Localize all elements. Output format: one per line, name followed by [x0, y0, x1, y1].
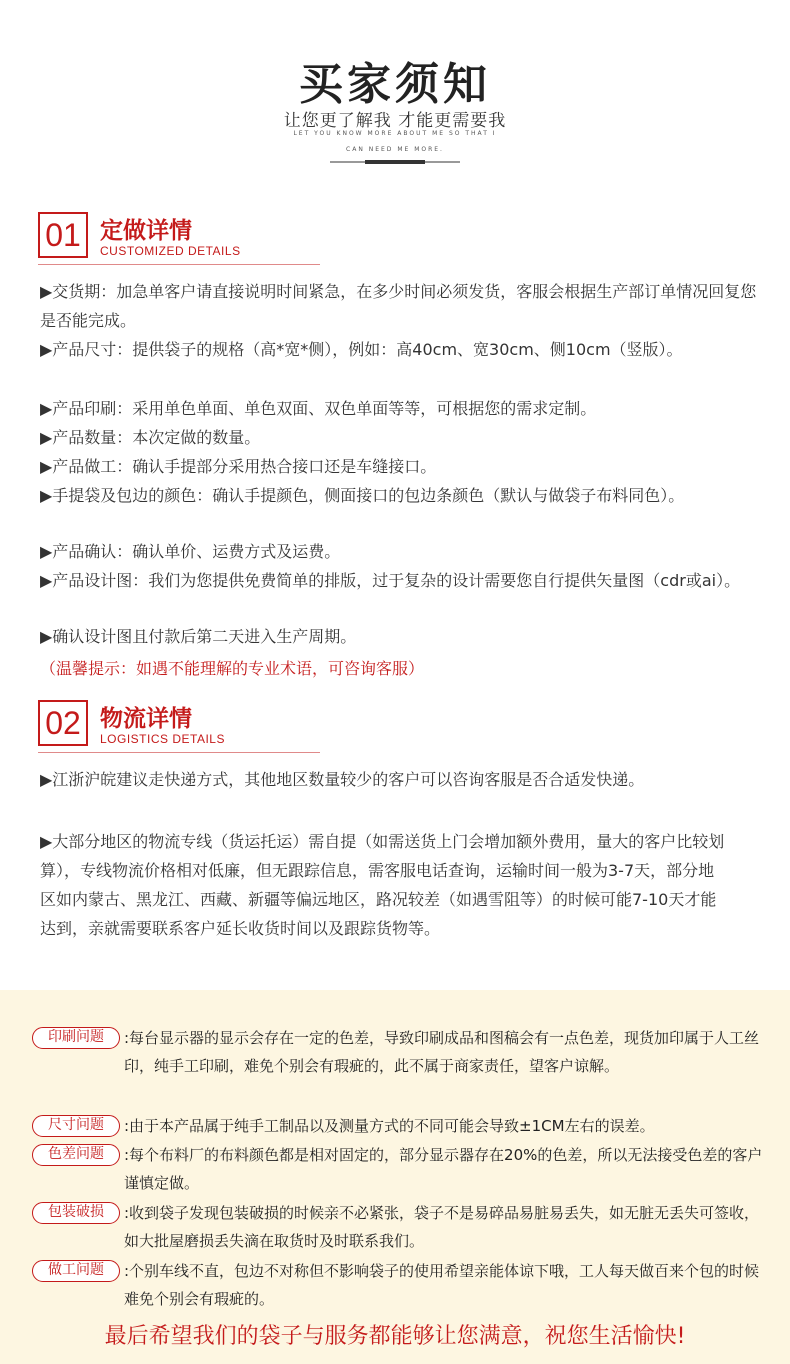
notice-label: 色差问题 — [32, 1144, 120, 1166]
section-number: 01 — [38, 212, 88, 258]
notice-label: 尺寸问题 — [32, 1115, 120, 1137]
section-divider — [38, 264, 320, 265]
detail-item: ▶产品尺寸：提供袋子的规格（高*宽*侧），例如：高40cm、宽30cm、侧10cm（竖版）。 — [40, 340, 683, 359]
warm-tip: （温馨提示：如遇不能理解的专业术语，可咨询客服） — [40, 659, 425, 678]
detail-item: ▶产品确认：确认单价、运费方式及运费。 — [40, 542, 341, 561]
notice-label: 印刷问题 — [32, 1027, 120, 1049]
section-title: 定做详情 — [100, 218, 192, 244]
english-tagline-2: CAN NEED ME MORE. — [346, 146, 444, 153]
section-header-customized — [38, 212, 328, 272]
logistics-item: ▶江浙沪皖建议走快递方式，其他地区数量较少的客户可以咨询客服是否合适发快递。 — [40, 770, 645, 789]
detail-item: ▶产品设计图：我们为您提供免费简单的排版，过于复杂的设计需要您自行提供矢量图（cdr或ai）。 — [40, 571, 741, 590]
section-number: 02 — [38, 700, 88, 746]
detail-item: ▶交货期：加急单客户请直接说明时间紧急，在多少时间必须发货，客服会根据生产部订单情况回复您是否能完成。 — [40, 282, 757, 330]
detail-item: ▶产品做工：确认手提部分采用热合接口还是车缝接口。 — [40, 457, 437, 476]
section-subtitle: LOGISTICS DETAILS — [100, 732, 225, 746]
english-tagline-1: LET YOU KNOW MORE ABOUT ME SO THAT I — [293, 130, 497, 137]
notice-text: :每台显示器的显示会存在一定的色差，导致印刷成品和图稿会有一点色差，现货加印属于人工丝印，纯手工印刷，难免个别会有瑕疵的，此不属于商家责任，望客户谅解。 — [124, 1029, 760, 1075]
detail-item: ▶手提袋及包边的颜色：确认手提颜色，侧面接口的包边条颜色（默认与做袋子布料同色）。 — [40, 486, 685, 505]
notice-text: :由于本产品属于纯手工制品以及测量方式的不同可能会导致±1CM左右的误差。 — [124, 1117, 655, 1135]
logistics-item: ▶大部分地区的物流专线（货运托运）需自提（如需送货上门会增加额外费用，量大的客户比较划算），专线物流价格相对低廉，但无跟踪信息，需客服电话查询，运输时间一般为3-7天，部分地区如内蒙古、黑龙江、西藏、新疆等偏远地区，路况较差（如遇雪阻等）的时候可能7-10天才能达到，亲就需要联系客户延长收货时间以及跟踪货物等。 — [40, 832, 725, 938]
notice-text: :每个布料厂的布料颜色都是相对固定的，部分显示器存在20%的色差，所以无法接受色差的客户谨慎定做。 — [124, 1146, 763, 1192]
divider-center — [365, 160, 425, 164]
notice-text: :个别车线不直，包边不对称但不影响袋子的使用希望亲能体谅下哦，工人每天做百来个包的时候难免个别会有瑕疵的。 — [124, 1262, 760, 1308]
section-subtitle: CUSTOMIZED DETAILS — [100, 244, 241, 258]
divider-right — [425, 161, 460, 163]
section-divider — [38, 752, 320, 753]
notice-text: :收到袋子发现包装破损的时候亲不必紧张，袋子不是易碎品易脏易丢失，如无脏无丢失可签收，如大批屋磨损丢失滴在取货时及时联系我们。 — [124, 1204, 760, 1250]
page-header — [0, 0, 790, 200]
section-header-logistics — [38, 700, 328, 760]
section-title: 物流详情 — [100, 706, 192, 732]
detail-item: ▶产品印刷：采用单色单面、单色双面、双色单面等等，可根据您的需求定制。 — [40, 399, 597, 418]
notice-label: 做工问题 — [32, 1260, 120, 1282]
notice-label: 包装破损 — [32, 1202, 120, 1224]
divider-left — [330, 161, 365, 163]
page-subtitle: 让您更了解我 才能更需要我 — [283, 111, 507, 131]
detail-item: ▶产品数量：本次定做的数量。 — [40, 428, 261, 447]
detail-item: ▶确认设计图且付款后第二天进入生产周期。 — [40, 627, 357, 646]
page-title: 买家须知 — [299, 59, 491, 110]
closing-message: 最后希望我们的袋子与服务都能够让您满意，祝您生活愉快! — [104, 1324, 686, 1349]
